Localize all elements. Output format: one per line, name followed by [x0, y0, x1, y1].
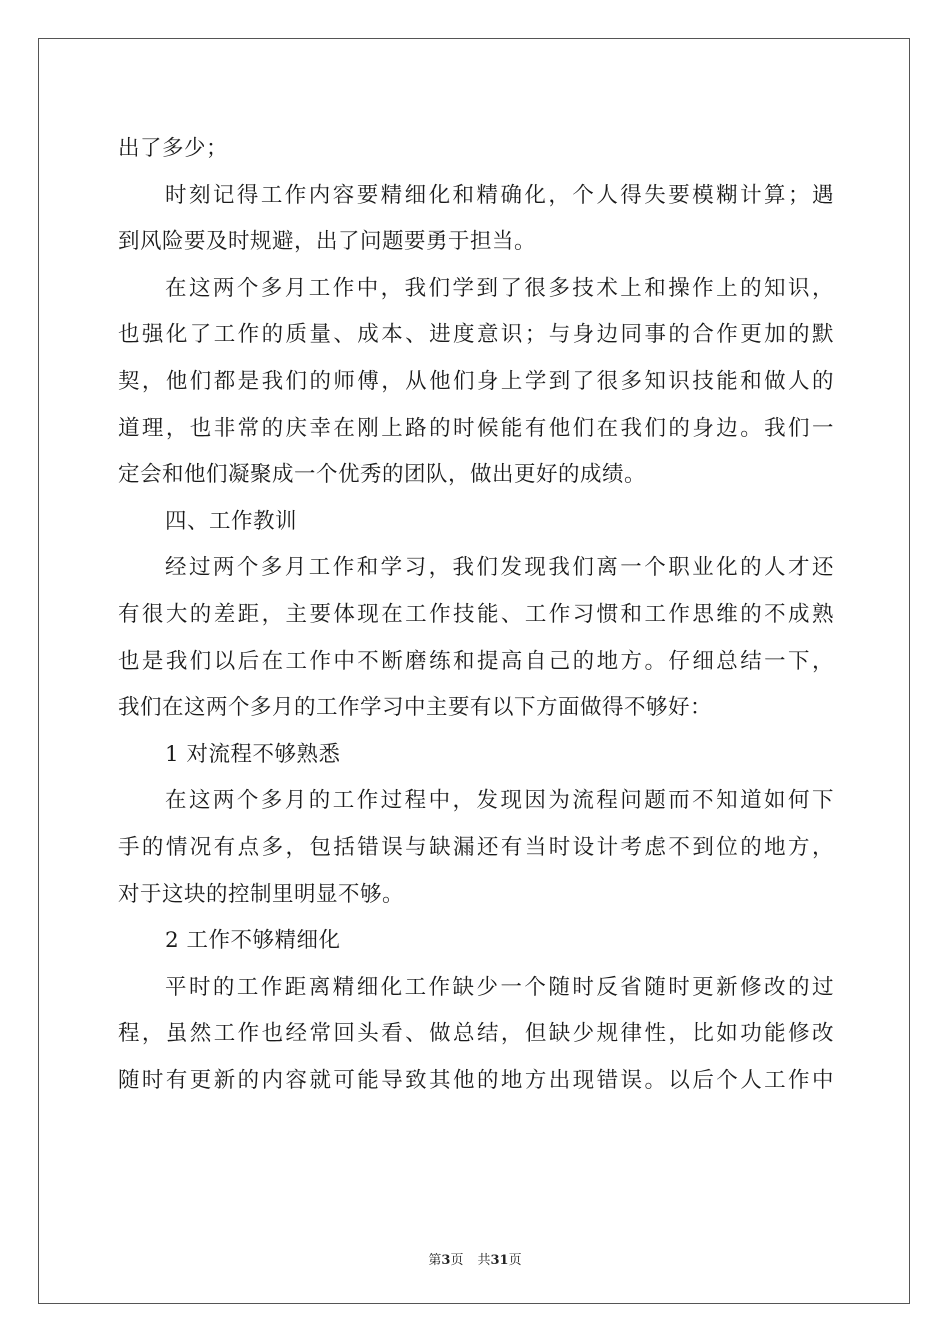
total-pages: 31	[490, 1253, 509, 1268]
text-line: 手的情况有点多，包括错误与缺漏还有当时设计考虑不到位的地方，	[118, 834, 834, 860]
subsection-heading: 2 工作不够精细化	[165, 928, 341, 954]
text-line: 我们在这两个多月的工作学习中主要有以下方面做得不够好：	[118, 695, 713, 721]
text-line: 道理，也非常的庆幸在刚上路的时候能有他们在我们的身边。我们一	[118, 415, 834, 441]
text-line: 也强化了工作的质量、成本、进度意识；与身边同事的合作更加的默	[118, 322, 834, 348]
text-line: 也是我们以后在工作中不断磨练和提高自己的地方。仔细总结一下，	[118, 648, 834, 674]
text-line: 契，他们都是我们的师傅，从他们身上学到了很多知识技能和做人的	[118, 368, 834, 394]
text-line: 随时有更新的内容就可能导致其他的地方出现错误。以后个人工作中	[118, 1067, 834, 1093]
paragraph-line: 时刻记得工作内容要精细化和精确化，个人得失要模糊计算；遇	[165, 182, 834, 208]
page-suffix: 页	[450, 1253, 464, 1268]
text-line: 出了多少；	[118, 136, 229, 161]
document-body	[118, 126, 834, 1104]
text-line: 定会和他们凝聚成一个优秀的团队，做出更好的成绩。	[118, 462, 647, 488]
subsection-heading: 1 对流程不够熟悉	[165, 741, 341, 767]
paragraph-line: 经过两个多月工作和学习，我们发现我们离一个职业化的人才还	[165, 555, 834, 581]
text-line: 程，虽然工作也经常回头看、做总结，但缺少规律性，比如功能修改	[118, 1021, 834, 1047]
section-heading: 四、工作教训	[165, 508, 298, 534]
text-line: 有很大的差距，主要体现在工作技能、工作习惯和工作思维的不成熟	[118, 601, 834, 627]
text-line: 到风险要及时规避，出了问题要勇于担当。	[118, 229, 537, 255]
paragraph-line: 平时的工作距离精细化工作缺少一个随时反省随时更新修改的过	[165, 974, 834, 1000]
total-suffix: 页	[508, 1253, 522, 1268]
total-prefix: 共	[477, 1253, 491, 1268]
paragraph-line: 在这两个多月的工作过程中，发现因为流程问题而不知道如何下	[165, 788, 834, 814]
paragraph-line: 在这两个多月工作中，我们学到了很多技术上和操作上的知识，	[165, 275, 834, 301]
page-number: 3	[441, 1253, 451, 1268]
text-line: 对于这块的控制里明显不够。	[118, 881, 405, 907]
page-footer	[0, 1249, 950, 1268]
page-prefix: 第	[428, 1253, 442, 1268]
